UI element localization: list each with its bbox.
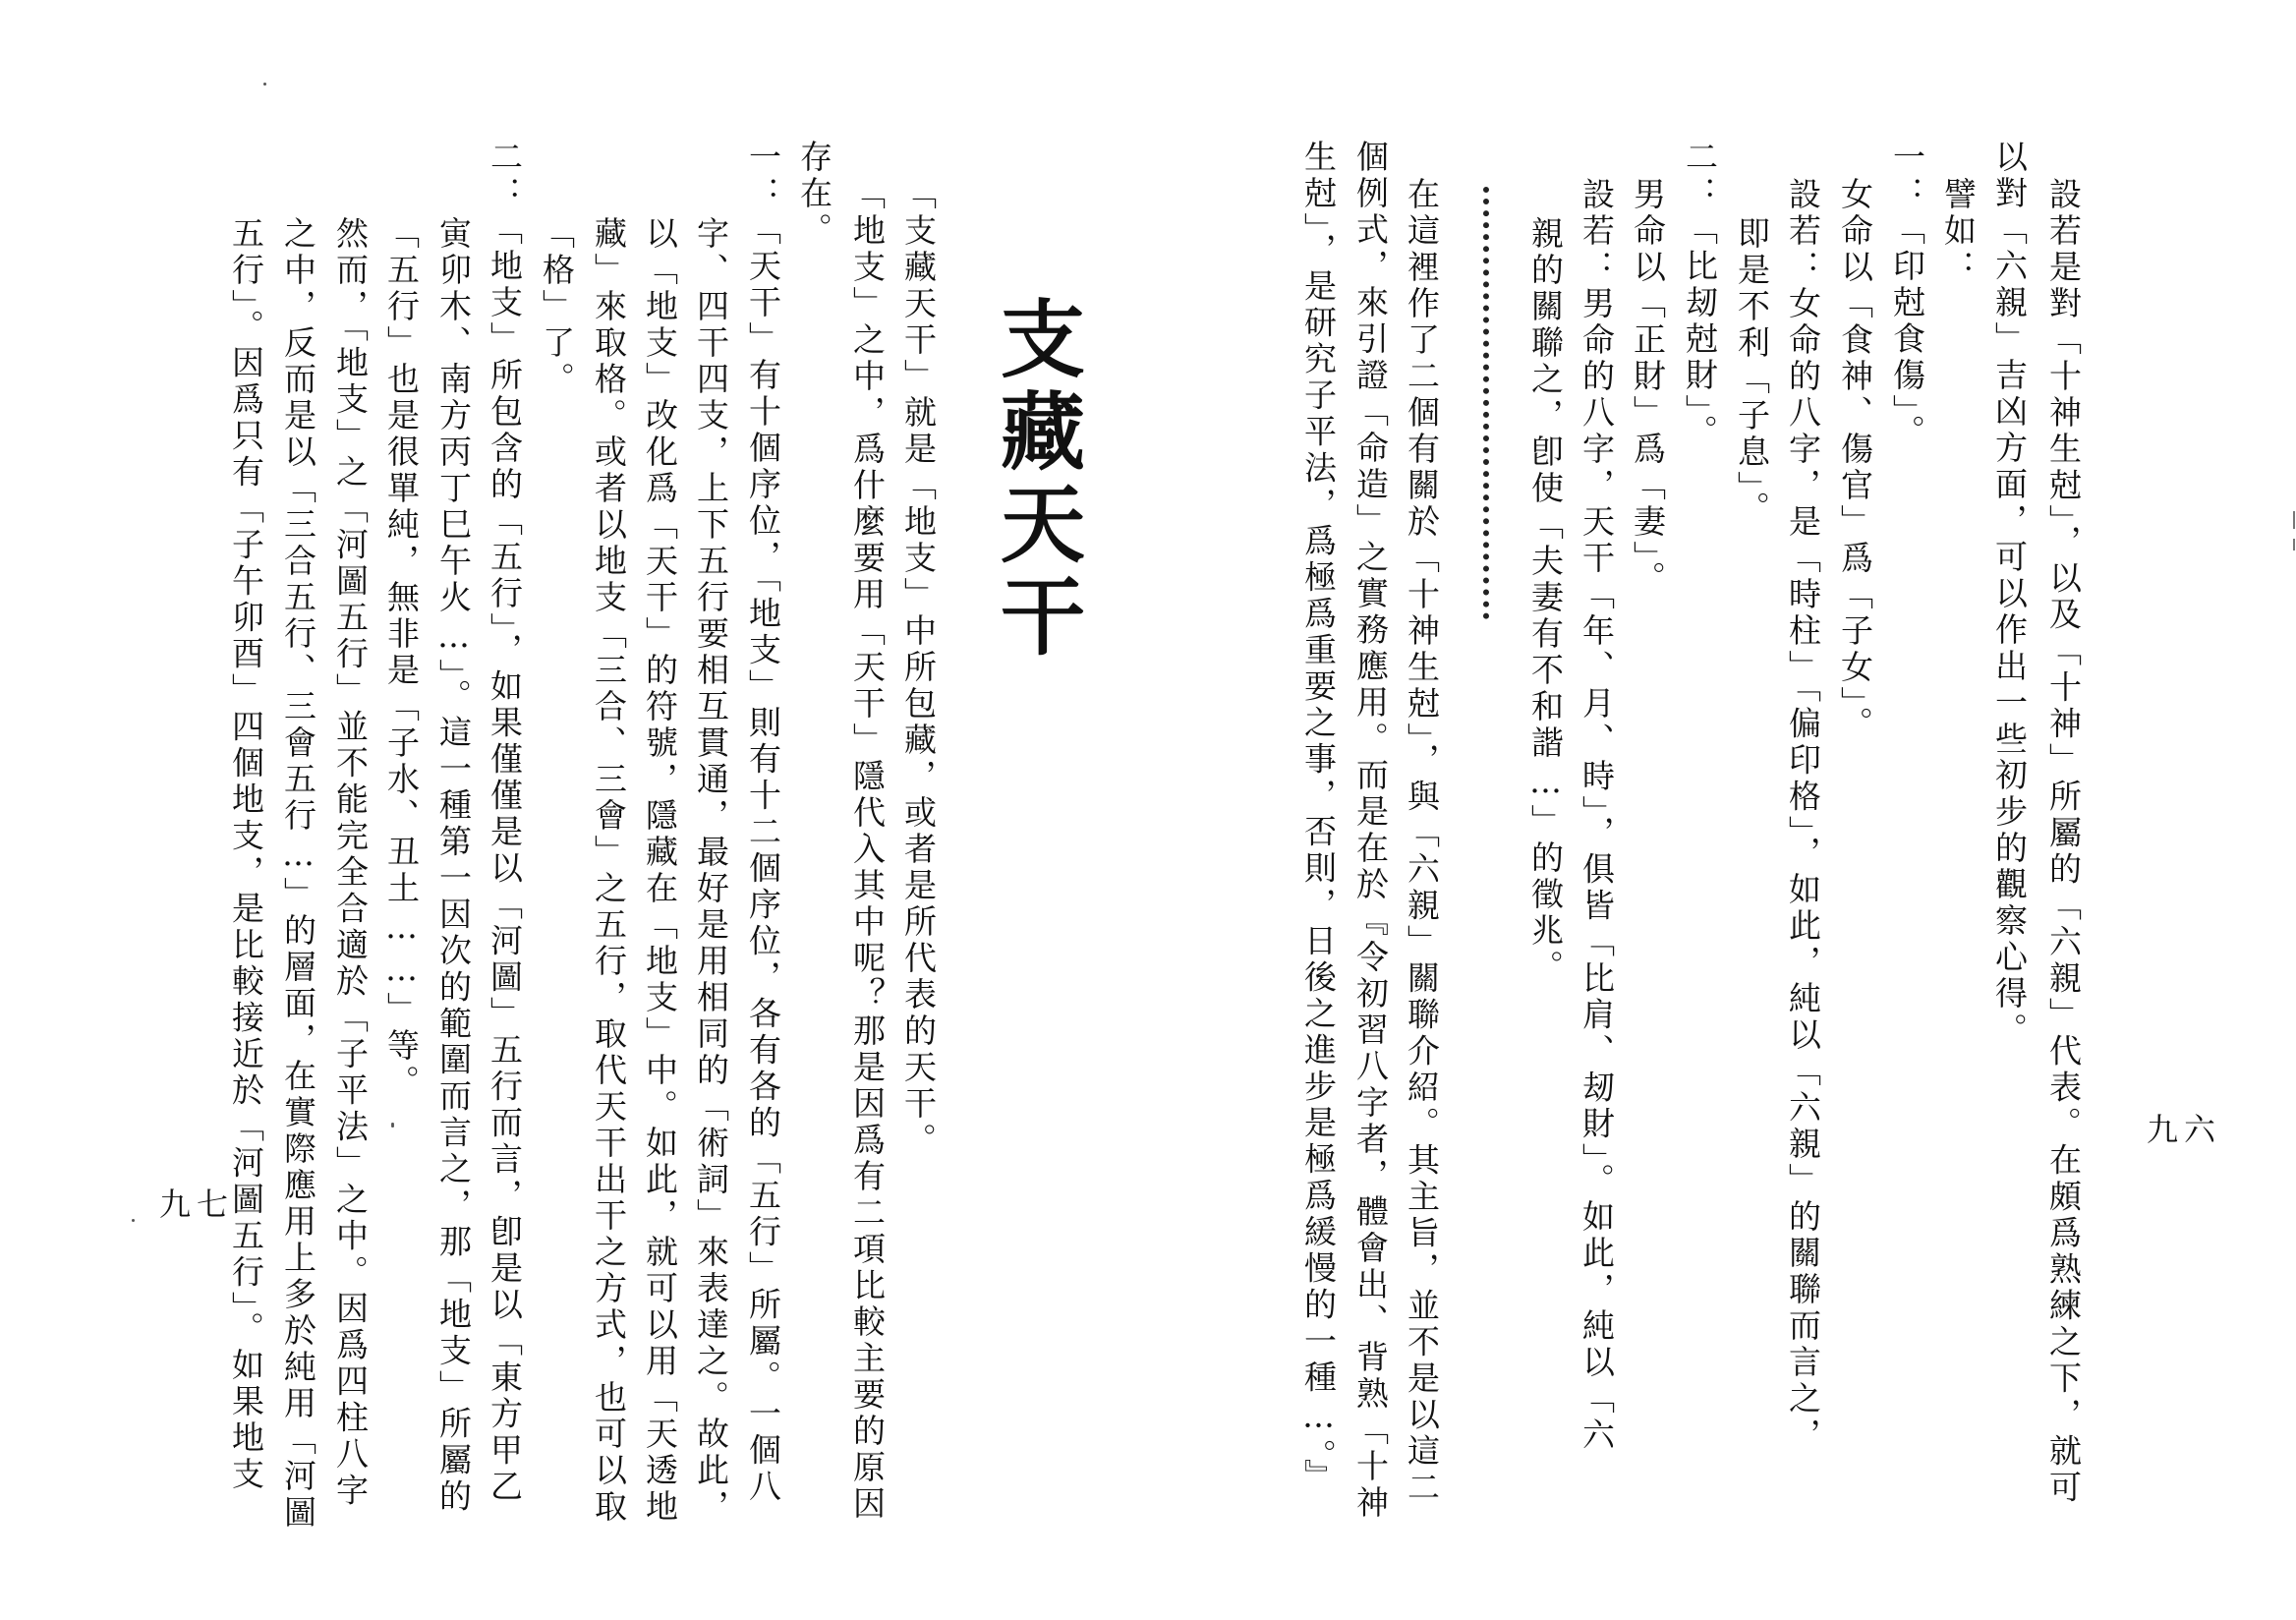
text-line: 一：「印尅食傷」。 bbox=[1888, 140, 1926, 451]
text-line: 寅卯木、南方丙丁巳午火…」。這一種第一因次的範圍而言之，那「地支」所屬的 bbox=[434, 216, 473, 1516]
dotted-divider bbox=[1483, 187, 1489, 619]
text-line: 以對「六親」吉凶方面，可以作出一些初步的觀察心得。 bbox=[1990, 140, 2029, 1049]
edge-mark bbox=[2293, 539, 2295, 550]
text-line: 之中，反而是以「三合五行、三會五行…」的層面，在實際應用上多於純用「河圖 bbox=[279, 216, 317, 1532]
text-line: 設若：男命的八字，天干「年、月、時」，俱皆「比肩、刼財」。如此，純以「六 bbox=[1578, 177, 1616, 1454]
text-line: 「格」了。 bbox=[538, 216, 576, 398]
text-line: 譬如： bbox=[1939, 177, 1978, 286]
text-line: 設若：女命的八字，是「時柱」「偏印格」，如此，純以「六親」的關聯而言之， bbox=[1784, 177, 1822, 1454]
text-line: 「五行」也是很單純，無非是「子水、丑土……」等。 bbox=[382, 216, 421, 1101]
edge-mark bbox=[2293, 511, 2295, 529]
text-line: 藏」來取格。或者以地支「三合、三會」之五行，取代天干出干之方式，也可以取 bbox=[590, 216, 628, 1526]
text-line: 一：「天干」有十個序位，「地支」則有十二個序位，各有各的「五行」所屬。一個八 bbox=[744, 140, 782, 1506]
text-line: 存在。 bbox=[795, 140, 833, 249]
text-line: 二：「地支」所包含的「五行」，如果僅僅是以「河圖」五行而言，卽是以「東方甲乙 bbox=[486, 140, 524, 1506]
right-page bbox=[1148, 0, 2296, 1620]
text-line: 然而，「地支」之「河圖五行」並不能完全合適於「子平法」之中。因爲四柱八字 bbox=[331, 216, 370, 1510]
speck bbox=[132, 1219, 135, 1222]
text-line: 字、四干四支，上下五行要相互貫通，最好是用相同的「術詞」來表達之。故此， bbox=[692, 216, 730, 1526]
text-line: 「支藏天干」就是「地支」中所包藏，或者是所代表的天干。 bbox=[899, 177, 938, 1159]
section-heading: 支藏天干 bbox=[986, 295, 1085, 665]
speck bbox=[263, 83, 266, 86]
text-line: 個例式，來引證「命造」之實務應用。而是在於『令初習八字者，體會出、背熟「十神 bbox=[1351, 140, 1390, 1522]
page-number: 九七 bbox=[159, 1186, 235, 1223]
page-number: 九六 bbox=[2147, 1111, 2222, 1148]
speck bbox=[391, 1123, 394, 1126]
text-line: 男命以「正財」爲「妻」。 bbox=[1629, 177, 1667, 598]
text-line: 以「地支」改化爲「天干」的符號，隱藏在「地支」中。如此，就可以用「天透地 bbox=[641, 216, 679, 1526]
text-line: 「地支」之中，爲什麼要用「天干」隱代入其中呢？那是因爲有二項比較主要的原因 bbox=[848, 177, 887, 1523]
text-line: 設若是對「十神生尅」，以及「十神」所屬的「六親」代表。在頗爲熟練之下，就可 bbox=[2044, 177, 2083, 1507]
text-line: 親的關聯之，卽使「夫妻有不和諧…」的徵兆。 bbox=[1526, 216, 1565, 986]
text-line: 女命以「食神、傷官」爲「子女」。 bbox=[1836, 177, 1874, 743]
text-line: 即是不利「子息」。 bbox=[1733, 216, 1771, 528]
text-line: 生尅」，是研究子平法，爲極爲重要之事，否則，日後之進步是極爲緩慢的一種…。』 bbox=[1299, 140, 1338, 1495]
text-line: 二：「比刼尅財」。 bbox=[1681, 140, 1719, 451]
text-line: 五行」。因爲只有「子午卯酉」四個地支，是比較接近於「河圖五行」。如果地支 bbox=[227, 216, 265, 1493]
text-line: 在這裡作了二個有關於「十神生尅」，與「六親」關聯介紹。其主旨，並不是以這二 bbox=[1403, 177, 1441, 1507]
